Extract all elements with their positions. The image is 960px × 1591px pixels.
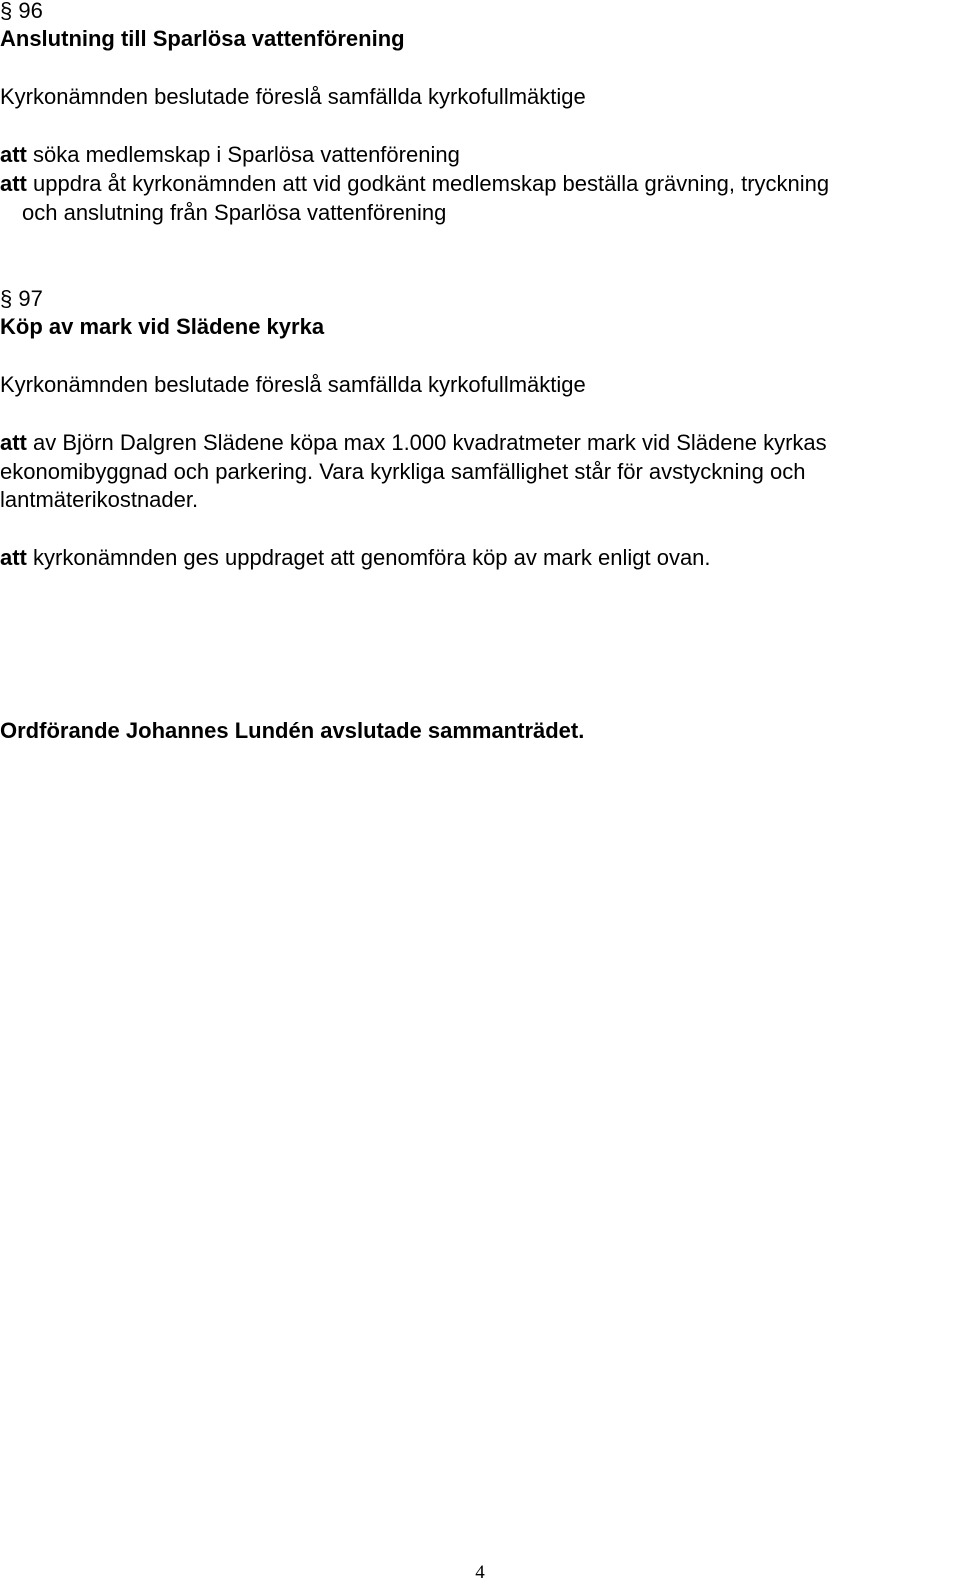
section-97-title: Köp av mark vid Slädene kyrka: [0, 314, 325, 339]
att-keyword: att: [0, 142, 27, 167]
decision-text: kyrkonämnden ges uppdraget att genomföra köp av mark enligt ovan.: [33, 545, 711, 570]
section-97-decision-2: [0, 544, 711, 572]
decision-text: söka medlemskap i Sparlösa vattenförening: [33, 142, 460, 167]
section-96-intro: Kyrkonämnden beslutade föreslå samfällda kyrkofullmäktige: [0, 84, 586, 109]
section-96-decision-2: [0, 170, 829, 198]
decision-text: uppdra åt kyrkonämnden att vid godkänt medlemskap beställa grävning, tryckning: [33, 171, 830, 196]
section-96-number: § 96: [0, 0, 43, 23]
decision-text: av Björn Dalgren Slädene köpa max 1.000 kvadratmeter mark vid Slädene kyrkas: [33, 430, 827, 455]
page-number: 4: [475, 1562, 485, 1583]
section-97-number: § 97: [0, 286, 43, 311]
closing-statement: Ordförande Johannes Lundén avslutade sammanträdet.: [0, 718, 585, 743]
section-97-decision-1: [0, 429, 827, 457]
section-96-decision-2-continued: och anslutning från Sparlösa vattenförening: [22, 200, 447, 225]
section-97-decision-1-line-2: ekonomibyggnad och parkering. Vara kyrkliga samfällighet står för avstyckning och: [0, 459, 806, 484]
att-keyword: att: [0, 430, 27, 455]
section-97-decision-1-line-3: lantmäterikostnader.: [0, 487, 199, 512]
section-96-decision-1: [0, 141, 460, 169]
section-96-title: Anslutning till Sparlösa vattenförening: [0, 26, 405, 51]
att-keyword: att: [0, 171, 27, 196]
att-keyword: att: [0, 545, 27, 570]
section-97-intro: Kyrkonämnden beslutade föreslå samfällda kyrkofullmäktige: [0, 372, 586, 397]
